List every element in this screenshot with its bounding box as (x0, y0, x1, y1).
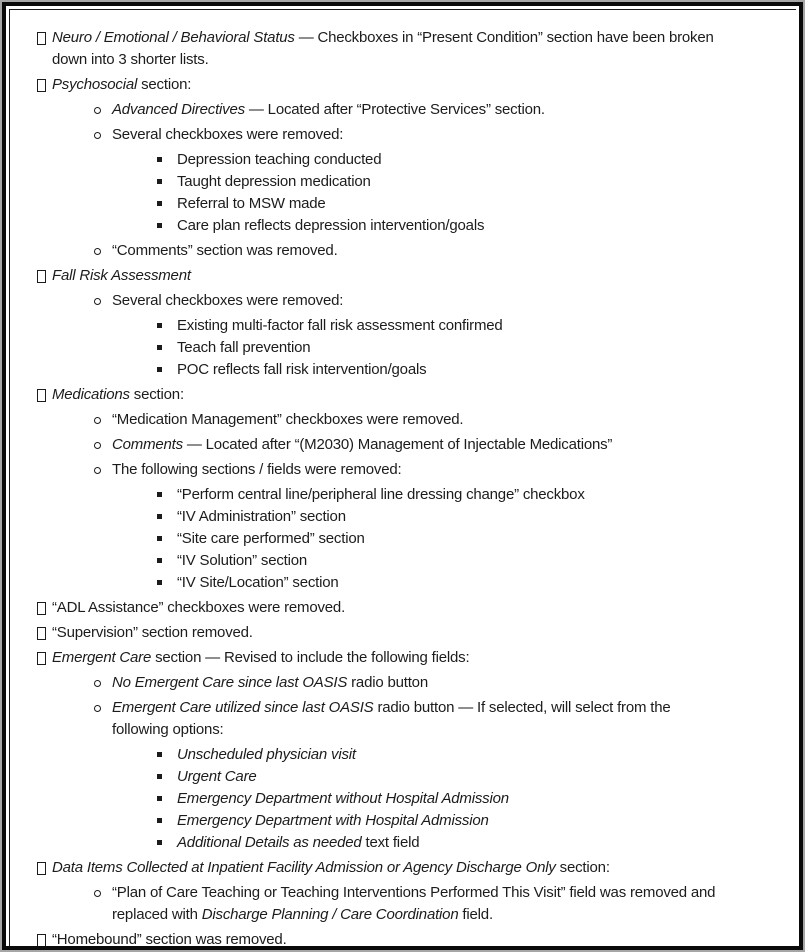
list-item (10, 882, 790, 926)
filled-square-bullet-icon (157, 201, 162, 206)
list-item (10, 290, 790, 312)
text-line (177, 572, 790, 594)
list-item-text (177, 315, 790, 337)
text-line (112, 459, 790, 481)
filled-square-bullet-icon (157, 840, 162, 845)
text-line (52, 929, 790, 946)
list-item (10, 672, 790, 694)
text-segment: “Supervision” section removed. (52, 624, 253, 641)
text-segment: radio button (347, 674, 428, 691)
open-box-bullet-icon (37, 79, 46, 92)
list-item-text (112, 697, 790, 741)
change-list (10, 27, 790, 946)
text-segment: Existing multi-factor fall risk assessment confirmed (177, 317, 503, 334)
text-line (112, 672, 790, 694)
text-line (177, 550, 790, 572)
text-line (52, 647, 790, 669)
text-segment: “Medication Management” checkboxes were removed. (112, 411, 464, 428)
circle-bullet-icon (94, 705, 101, 712)
italic-text-segment: Fall Risk Assessment (52, 267, 191, 284)
list-item (10, 788, 790, 810)
open-box-bullet-icon (37, 602, 46, 615)
open-box-bullet-icon (37, 652, 46, 665)
text-segment: down into 3 shorter lists. (52, 51, 209, 68)
list-item-text (112, 434, 790, 456)
circle-bullet-icon (94, 890, 101, 897)
list-item-text (177, 550, 790, 572)
list-item-text (177, 506, 790, 528)
text-segment: replaced with (112, 906, 202, 923)
text-segment: following options: (112, 721, 224, 738)
list-item (10, 27, 790, 71)
list-item (10, 193, 790, 215)
circle-bullet-icon (94, 417, 101, 424)
filled-square-bullet-icon (157, 179, 162, 184)
italic-text-segment: Emergent Care (52, 649, 152, 666)
list-item (10, 744, 790, 766)
text-line (112, 697, 790, 719)
list-item (10, 315, 790, 337)
text-segment: “ADL Assistance” checkboxes were removed. (52, 599, 346, 616)
italic-text-segment: Emergency Department with Hospital Admission (177, 812, 489, 829)
text-line (52, 597, 790, 619)
text-line (112, 904, 790, 926)
text-line (177, 506, 790, 528)
text-line (177, 528, 790, 550)
page-content-area (9, 9, 796, 946)
italic-text-segment: Neuro / Emotional / Behavioral Status (52, 29, 295, 46)
filled-square-bullet-icon (157, 752, 162, 757)
list-item (10, 697, 790, 741)
text-segment: Teach fall prevention (177, 339, 311, 356)
list-item-text (52, 857, 790, 879)
filled-square-bullet-icon (157, 796, 162, 801)
text-segment: section: (137, 76, 192, 93)
list-item-text (177, 572, 790, 594)
text-segment: “Site care performed” section (177, 530, 365, 547)
text-segment: — Located after “Protective Services” section. (244, 101, 545, 118)
text-line (112, 124, 790, 146)
open-box-bullet-icon (37, 389, 46, 402)
list-item-text (112, 240, 790, 262)
list-item-text (177, 193, 790, 215)
list-item (10, 384, 790, 406)
text-line (112, 719, 790, 741)
circle-bullet-icon (94, 442, 101, 449)
text-line (177, 171, 790, 193)
text-line (52, 49, 790, 71)
list-item (10, 929, 790, 946)
text-line (112, 290, 790, 312)
list-item-text (177, 810, 790, 832)
list-item (10, 337, 790, 359)
list-item (10, 409, 790, 431)
text-line (52, 622, 790, 644)
text-segment: radio button — If selected, will select from the (373, 699, 671, 716)
list-item-text (112, 409, 790, 431)
text-line (112, 882, 790, 904)
text-segment: “IV Administration” section (177, 508, 346, 525)
text-segment: section — Revised to include the following fields: (151, 649, 470, 666)
list-item (10, 597, 790, 619)
list-item-text (52, 647, 790, 669)
italic-text-segment: Emergent Care utilized since last OASIS (112, 699, 374, 716)
list-item (10, 832, 790, 854)
list-item (10, 810, 790, 832)
list-item-text (52, 384, 790, 406)
list-item (10, 149, 790, 171)
list-item (10, 171, 790, 193)
open-box-bullet-icon (37, 862, 46, 875)
list-item-text (112, 124, 790, 146)
circle-bullet-icon (94, 680, 101, 687)
filled-square-bullet-icon (157, 818, 162, 823)
italic-text-segment: Comments (112, 436, 183, 453)
filled-square-bullet-icon (157, 223, 162, 228)
list-item-text (52, 929, 790, 946)
filled-square-bullet-icon (157, 323, 162, 328)
list-item (10, 766, 790, 788)
text-segment: Depression teaching conducted (177, 151, 382, 168)
page-border-frame (2, 2, 803, 950)
list-item-text (112, 290, 790, 312)
text-segment: Care plan reflects depression intervention/goals (177, 217, 485, 234)
text-segment: — Located after “(M2030) Management of Injectable Medications” (182, 436, 613, 453)
text-segment: “Homebound” section was removed. (52, 931, 287, 946)
text-segment: “Plan of Care Teaching or Teaching Interventions Performed This Visit” field was removed and (112, 884, 716, 901)
list-item (10, 99, 790, 121)
list-item-text (112, 99, 790, 121)
text-line (112, 99, 790, 121)
list-item (10, 459, 790, 481)
text-segment: “Comments” section was removed. (112, 242, 338, 259)
text-line (177, 810, 790, 832)
filled-square-bullet-icon (157, 367, 162, 372)
filled-square-bullet-icon (157, 536, 162, 541)
text-segment: Taught depression medication (177, 173, 371, 190)
list-item (10, 484, 790, 506)
text-line (177, 484, 790, 506)
list-item-text (177, 744, 790, 766)
list-item (10, 572, 790, 594)
circle-bullet-icon (94, 248, 101, 255)
text-line (177, 337, 790, 359)
text-line (177, 315, 790, 337)
text-line (52, 857, 790, 879)
filled-square-bullet-icon (157, 774, 162, 779)
list-item (10, 240, 790, 262)
list-item-text (177, 832, 790, 854)
text-line (177, 788, 790, 810)
list-item (10, 215, 790, 237)
text-line (177, 766, 790, 788)
italic-text-segment: Additional Details as needed (177, 834, 362, 851)
text-segment: text field (361, 834, 420, 851)
list-item-text (52, 622, 790, 644)
list-item-text (177, 788, 790, 810)
text-line (52, 74, 790, 96)
text-segment: POC reflects fall risk intervention/goals (177, 361, 427, 378)
list-item (10, 647, 790, 669)
list-item (10, 74, 790, 96)
text-line (112, 240, 790, 262)
circle-bullet-icon (94, 298, 101, 305)
circle-bullet-icon (94, 132, 101, 139)
italic-text-segment: Psychosocial (52, 76, 138, 93)
list-item (10, 265, 790, 287)
list-item-text (177, 171, 790, 193)
text-segment: — Checkboxes in “Present Condition” section have been broken (294, 29, 714, 46)
italic-text-segment: Medications (52, 386, 130, 403)
text-line (112, 409, 790, 431)
list-item-text (112, 459, 790, 481)
italic-text-segment: Data Items Collected at Inpatient Facility Admission or Agency Discharge Only (52, 859, 556, 876)
list-item (10, 857, 790, 879)
circle-bullet-icon (94, 467, 101, 474)
list-item-text (177, 484, 790, 506)
list-item-text (52, 74, 790, 96)
text-segment: “IV Site/Location” section (177, 574, 339, 591)
list-item (10, 359, 790, 381)
text-segment: section: (129, 386, 184, 403)
filled-square-bullet-icon (157, 580, 162, 585)
list-item-text (112, 882, 790, 926)
text-line (52, 265, 790, 287)
list-item-text (177, 337, 790, 359)
italic-text-segment: Emergency Department without Hospital Admission (177, 790, 509, 807)
text-segment: Referral to MSW made (177, 195, 326, 212)
list-item-text (177, 766, 790, 788)
text-segment: section: (555, 859, 610, 876)
filled-square-bullet-icon (157, 345, 162, 350)
list-item-text (177, 149, 790, 171)
text-line (52, 384, 790, 406)
list-item-text (52, 265, 790, 287)
open-box-bullet-icon (37, 627, 46, 640)
filled-square-bullet-icon (157, 558, 162, 563)
list-item (10, 528, 790, 550)
list-item-text (177, 528, 790, 550)
text-segment: Several checkboxes were removed: (112, 292, 344, 309)
filled-square-bullet-icon (157, 492, 162, 497)
text-line (177, 359, 790, 381)
filled-square-bullet-icon (157, 157, 162, 162)
text-segment: The following sections / fields were removed: (112, 461, 402, 478)
italic-text-segment: No Emergent Care since last OASIS (112, 674, 348, 691)
text-line (112, 434, 790, 456)
list-item-text (112, 672, 790, 694)
circle-bullet-icon (94, 107, 101, 114)
list-item-text (177, 215, 790, 237)
text-segment: field. (458, 906, 493, 923)
text-line (177, 149, 790, 171)
list-item-text (52, 27, 790, 71)
list-item (10, 434, 790, 456)
list-item (10, 622, 790, 644)
italic-text-segment: Discharge Planning / Care Coordination (201, 906, 459, 923)
list-item (10, 506, 790, 528)
text-line (177, 744, 790, 766)
open-box-bullet-icon (37, 934, 46, 946)
text-line (177, 832, 790, 854)
italic-text-segment: Unscheduled physician visit (177, 746, 356, 763)
text-segment: “Perform central line/peripheral line dressing change” checkbox (177, 486, 585, 503)
list-item-text (52, 597, 790, 619)
text-segment: Several checkboxes were removed: (112, 126, 344, 143)
text-line (52, 27, 790, 49)
open-box-bullet-icon (37, 270, 46, 283)
list-item (10, 124, 790, 146)
list-item (10, 550, 790, 572)
filled-square-bullet-icon (157, 514, 162, 519)
text-line (177, 193, 790, 215)
italic-text-segment: Advanced Directives (112, 101, 245, 118)
italic-text-segment: Urgent Care (177, 768, 257, 785)
list-item-text (177, 359, 790, 381)
open-box-bullet-icon (37, 32, 46, 45)
text-line (177, 215, 790, 237)
text-segment: “IV Solution” section (177, 552, 308, 569)
